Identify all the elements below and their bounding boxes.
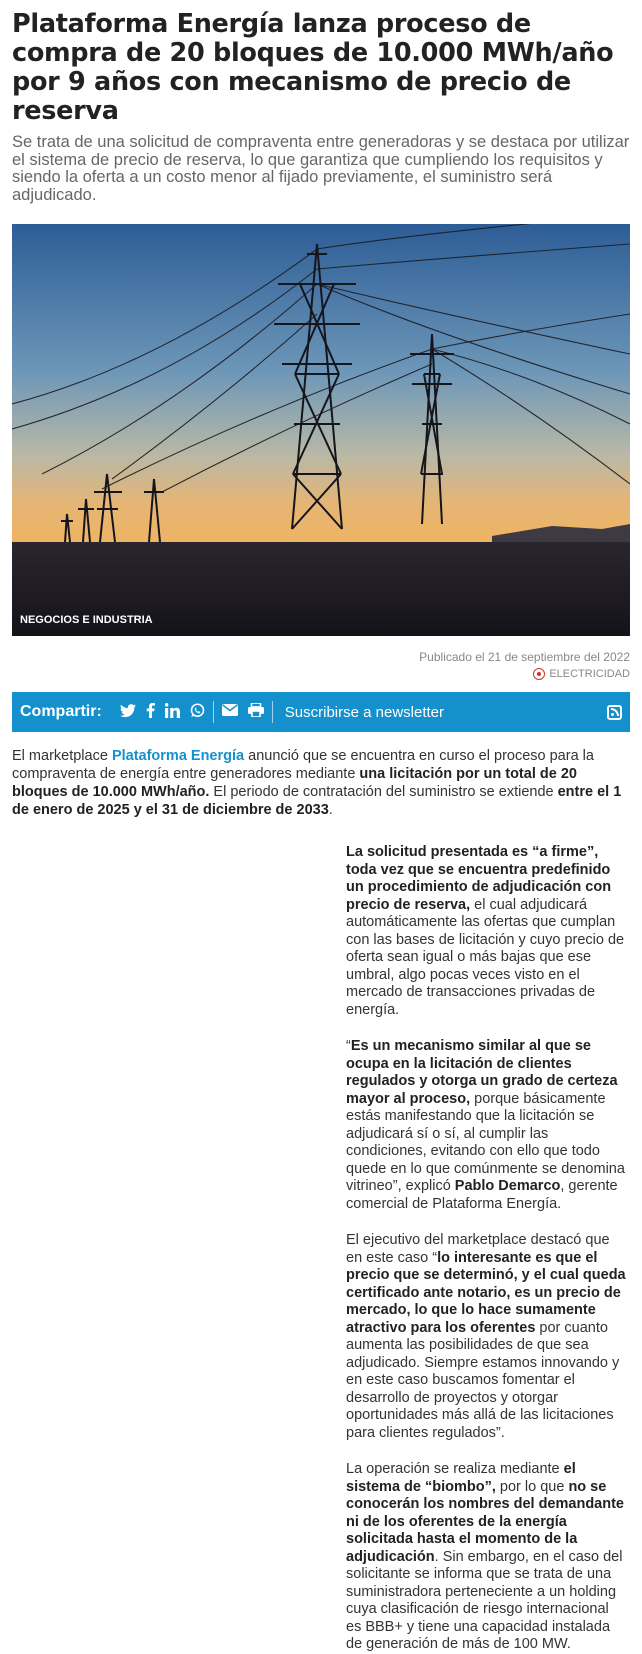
newsletter-link[interactable]: Suscribirse a newsletter [284, 703, 445, 721]
share-bar [12, 692, 630, 732]
p4-text: La operación se realiza mediante [346, 1461, 564, 1477]
rss-icon[interactable] [607, 705, 622, 720]
p3-text: El ejecutivo del marketplace destacó que en este caso “ [346, 1232, 610, 1266]
hero-image [12, 224, 630, 636]
article-lead [12, 747, 630, 819]
p4-bold: no se conocerán los nombres del demandante ni de los oferentes de la energía solicitada hasta el momento de la adjudicación [346, 1478, 624, 1565]
lead-text: . [328, 802, 333, 818]
facebook-icon[interactable] [146, 703, 155, 721]
p2-text: porque básicamente estás manifestando que la licitación se adjudicará sí o sí, al cumplir las condiciones, evitando con ello que todo quede en lo que comúnmente se denomina vitrineo”, explicó [346, 1090, 625, 1194]
p4-text: por lo que [495, 1478, 569, 1495]
p3-text: por cuanto aumenta las posibilidades de que sea adjudicado. Siempre estamos innovando y en este caso buscamos fomentar el desarrollo de proyectos y otorgar oportunidades más allá de las licitaciones para clientes regulados”. [346, 1319, 620, 1441]
print-icon[interactable] [248, 703, 264, 722]
twitter-icon[interactable] [120, 704, 136, 721]
p2-bold: Pablo Demarco [454, 1178, 561, 1194]
electricity-icon [533, 668, 545, 680]
category-link[interactable] [533, 668, 630, 680]
p4-text: . Sin embargo, en el caso del solicitante se informa que se trata de una suministradora perteneciente a un holding cuya clasificación de riesgo internacional es BBB+ y tiene una capacidad instalada de generación de más de 100 MW. [346, 1548, 623, 1652]
p3-bold: lo interesante es que el precio que se determinó, y el cual queda certificado ante notario, es un precio de mercado, lo que lo hace sumamente atractivo para los oferentes [346, 1249, 626, 1336]
lead-text: El marketplace [12, 748, 112, 764]
paragraph-3 [346, 1232, 626, 1442]
share-icons [120, 703, 205, 721]
paragraph-1 [346, 844, 626, 1019]
whatsapp-icon[interactable] [190, 703, 205, 721]
article-meta [12, 650, 630, 680]
publish-date: Publicado el 21 de septiembre del 2022 [419, 650, 630, 664]
paragraph-2 [346, 1038, 626, 1213]
linkedin-icon[interactable] [165, 703, 180, 721]
p2-bold: Es un mecanismo similar al que se ocupa en la licitación de clientes regulados y otorga un grado de certeza mayor al proceso, [346, 1038, 618, 1107]
image-category-tag[interactable]: NEGOCIOS E INDUSTRIA [20, 614, 153, 626]
p2-text: “ [346, 1038, 351, 1054]
plataforma-energia-link[interactable]: Plataforma Energía [111, 748, 245, 764]
separator [213, 701, 214, 723]
article-subtitle: Se trata de una solicitud de compraventa entre generadoras y se destaca por utilizar el sistema de precio de reserva, lo que garantiza que cumpliendo los requisitos y siendo la oferta a un costo menor al fijado previamente, el suministro será adjudicado. [12, 133, 630, 204]
power-towers-photo [12, 224, 630, 636]
paragraph-4 [346, 1461, 626, 1654]
share-label: Compartir: [20, 703, 102, 720]
p1-text: el cual adjudicará automáticamente las ofertas que cumplan con las bases de licitación y cuyo precio de oferta sean igual o más bajas que ese umbral, algo pocas veces visto en el mercado de transacciones privadas de energía. [346, 896, 625, 1018]
lead-bold: entre el 1 de enero de 2025 y el 31 de diciembre de 2033 [12, 784, 622, 818]
category-label: ELECTRICIDAD [549, 668, 630, 680]
p4-bold: el sistema de “biombo”, [346, 1461, 576, 1495]
article-title: Plataforma Energía lanza proceso de compra de 20 bloques de 10.000 MWh/año por 9 años con mecanismo de precio de reserva [12, 9, 614, 126]
p1-bold: La solicitud presentada es “a firme”, toda vez que se encuentra predefinido un procedimiento de adjudicación con precio de reserva, [346, 844, 612, 913]
separator [272, 701, 273, 723]
article-body [346, 844, 626, 1654]
email-icon[interactable] [222, 703, 238, 721]
lead-bold: una licitación por un total de 20 bloques de 10.000 MWh/año. [12, 766, 577, 800]
article [0, 10, 642, 1654]
p2-text: , gerente comercial de Plataforma Energía. [346, 1178, 618, 1212]
lead-text: anunció que se encuentra en curso el proceso para la compraventa de energía entre generadores mediante [12, 748, 594, 782]
lead-text: El periodo de contratación del suministro se extiende [209, 784, 558, 800]
